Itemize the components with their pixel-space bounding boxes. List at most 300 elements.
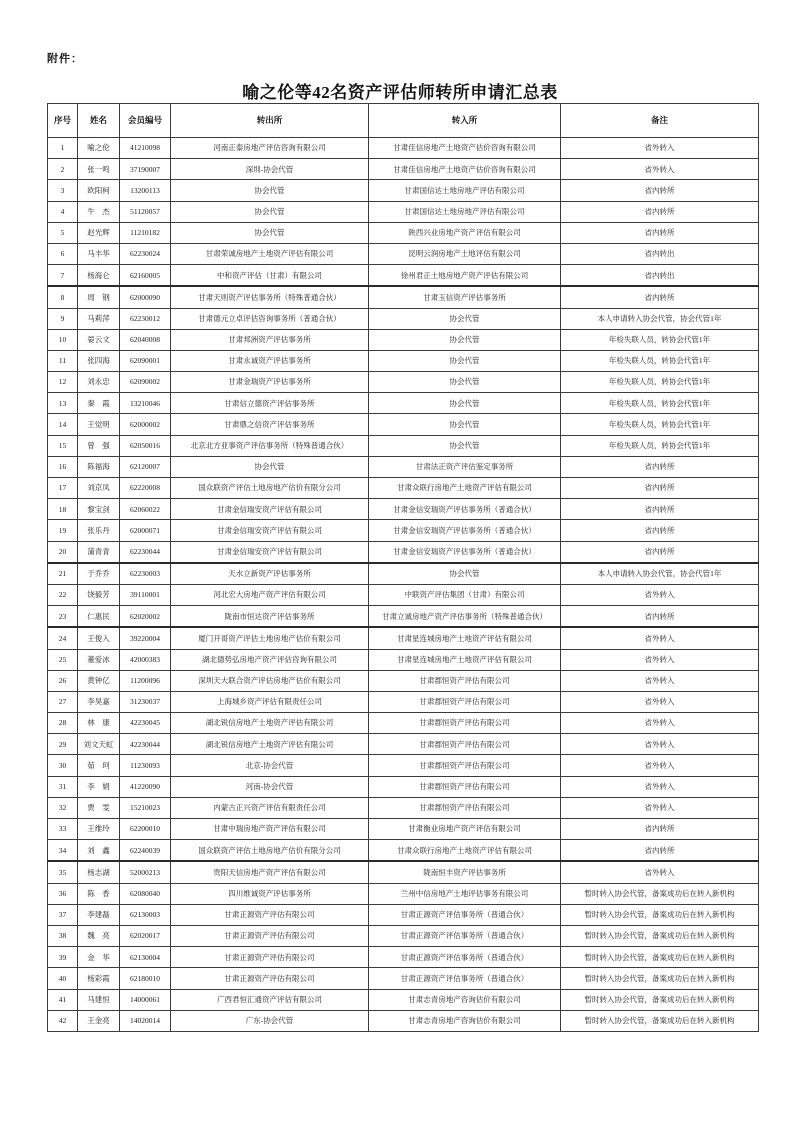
- header-name: 姓名: [78, 104, 120, 138]
- cell-member-number: 62020002: [120, 606, 171, 628]
- cell-serial-number: 5: [48, 222, 78, 243]
- cell-remarks: 省外转入: [561, 861, 759, 883]
- table-row: [48, 606, 759, 628]
- cell-remarks: 暂时转入协会代管，备案成功后在转入新机构: [561, 904, 759, 925]
- cell-member-number: 11230093: [120, 755, 171, 776]
- cell-transfer-out-office: 湖北锐信房地产土地资产评估有限公司: [171, 713, 369, 734]
- cell-remarks: 省外转入: [561, 755, 759, 776]
- cell-remarks: 省内转所: [561, 499, 759, 520]
- cell-serial-number: 27: [48, 691, 78, 712]
- cell-name: 刘永忠: [78, 372, 120, 393]
- cell-name: 马建恒: [78, 989, 120, 1010]
- cell-remarks: 省内转所: [561, 840, 759, 862]
- table-row: [48, 883, 759, 904]
- table-row: [48, 1010, 759, 1031]
- cell-remarks: 省内转所: [561, 456, 759, 477]
- cell-name: 张一鸣: [78, 159, 120, 180]
- table-row: [48, 286, 759, 308]
- table-row: [48, 520, 759, 541]
- table-row: [48, 372, 759, 393]
- cell-transfer-in-office: 甘肃佳信房地产土地资产估价咨询有限公司: [369, 159, 561, 180]
- cell-serial-number: 35: [48, 861, 78, 883]
- cell-name: 马丰华: [78, 243, 120, 264]
- cell-member-number: 62130004: [120, 947, 171, 968]
- table-row: [48, 925, 759, 946]
- cell-member-number: 62200010: [120, 819, 171, 840]
- table-row: [48, 329, 759, 350]
- cell-serial-number: 22: [48, 584, 78, 605]
- cell-remarks: 省外转入: [561, 649, 759, 670]
- cell-transfer-out-office: 协会代管: [171, 456, 369, 477]
- table-row: [48, 456, 759, 477]
- cell-transfer-out-office: 甘肃永诚资产评估事务所: [171, 350, 369, 371]
- cell-transfer-out-office: 陇南市恒达资产评估事务所: [171, 606, 369, 628]
- cell-serial-number: 6: [48, 243, 78, 264]
- cell-member-number: 62080040: [120, 883, 171, 904]
- cell-serial-number: 1: [48, 138, 78, 159]
- cell-transfer-out-office: 甘肃正源资产评估有限公司: [171, 904, 369, 925]
- cell-serial-number: 19: [48, 520, 78, 541]
- cell-name: 茹 珂: [78, 755, 120, 776]
- cell-serial-number: 15: [48, 435, 78, 456]
- cell-transfer-out-office: 甘肃鼎之信资产评估事务所: [171, 414, 369, 435]
- table-row: [48, 713, 759, 734]
- cell-transfer-in-office: 协会代管: [369, 414, 561, 435]
- cell-transfer-in-office: 甘肃郡恒资产评估有限公司: [369, 755, 561, 776]
- cell-member-number: 41210098: [120, 138, 171, 159]
- cell-transfer-in-office: 甘肃郡恒资产评估有限公司: [369, 713, 561, 734]
- header-serial-number: 序号: [48, 104, 78, 138]
- cell-member-number: 62090002: [120, 372, 171, 393]
- cell-transfer-out-office: 湖北锐信房地产土地资产评估有限公司: [171, 734, 369, 755]
- cell-remarks: 省内转所: [561, 180, 759, 201]
- cell-transfer-in-office: 协会代管: [369, 350, 561, 371]
- cell-name: 李 娟: [78, 776, 120, 797]
- table-row: [48, 797, 759, 818]
- cell-name: 杨彩霞: [78, 968, 120, 989]
- cell-member-number: 62180010: [120, 968, 171, 989]
- cell-transfer-in-office: 甘肃志青房地产咨询估价有限公司: [369, 1010, 561, 1031]
- cell-remarks: 省内转所: [561, 520, 759, 541]
- cell-name: 杨志湖: [78, 861, 120, 883]
- table-row: [48, 201, 759, 222]
- cell-member-number: 62240039: [120, 840, 171, 862]
- cell-serial-number: 2: [48, 159, 78, 180]
- cell-remarks: 省内转所: [561, 286, 759, 308]
- cell-member-number: 62000071: [120, 520, 171, 541]
- cell-member-number: 11210182: [120, 222, 171, 243]
- cell-serial-number: 37: [48, 904, 78, 925]
- cell-transfer-in-office: 协会代管: [369, 372, 561, 393]
- cell-member-number: 62040008: [120, 329, 171, 350]
- cell-transfer-in-office: 陕西兴业房地产资产评估有限公司: [369, 222, 561, 243]
- table-row: [48, 243, 759, 264]
- cell-transfer-out-office: 甘肃荣诚房地产土地资产评估有限公司: [171, 243, 369, 264]
- cell-transfer-out-office: 上海城乡资产评估有限责任公司: [171, 691, 369, 712]
- cell-transfer-in-office: 协会代管: [369, 563, 561, 585]
- header-transfer-out-office: 转出所: [171, 104, 369, 138]
- cell-remarks: 暂时转入协会代管，备案成功后在转入新机构: [561, 1010, 759, 1031]
- cell-serial-number: 31: [48, 776, 78, 797]
- cell-serial-number: 9: [48, 308, 78, 329]
- cell-name: 陈福海: [78, 456, 120, 477]
- cell-member-number: 11200096: [120, 670, 171, 691]
- cell-transfer-out-office: 国众联资产评估土地房地产估价有限分公司: [171, 478, 369, 499]
- cell-transfer-in-office: 协会代管: [369, 435, 561, 456]
- cell-member-number: 62120007: [120, 456, 171, 477]
- cell-serial-number: 29: [48, 734, 78, 755]
- cell-name: 喻之伦: [78, 138, 120, 159]
- table-row: [48, 755, 759, 776]
- cell-remarks: 省外转入: [561, 670, 759, 691]
- cell-name: 晏云文: [78, 329, 120, 350]
- cell-remarks: 暂时转入协会代管，备案成功后在转入新机构: [561, 925, 759, 946]
- cell-serial-number: 40: [48, 968, 78, 989]
- cell-remarks: 本人申请转入协会代管，协会代管1年: [561, 308, 759, 329]
- cell-transfer-in-office: 昆明云润房地产土地评估有限公司: [369, 243, 561, 264]
- cell-transfer-out-office: 内蒙古正兴资产评估有限责任公司: [171, 797, 369, 818]
- table-row: [48, 563, 759, 585]
- cell-name: 刘京凤: [78, 478, 120, 499]
- cell-transfer-out-office: 甘肃信立德资产评估事务所: [171, 393, 369, 414]
- cell-name: 赵光辉: [78, 222, 120, 243]
- cell-remarks: 省内转出: [561, 265, 759, 287]
- cell-transfer-in-office: 甘肃玉信资产评估事务所: [369, 286, 561, 308]
- cell-member-number: 62090001: [120, 350, 171, 371]
- cell-name: 李昊嘉: [78, 691, 120, 712]
- table-row: [48, 670, 759, 691]
- cell-transfer-in-office: 甘肃国信达土地房地产评估有限公司: [369, 201, 561, 222]
- cell-name: 张乐丹: [78, 520, 120, 541]
- cell-transfer-out-office: 深圳-协会代管: [171, 159, 369, 180]
- cell-name: 黄钟亿: [78, 670, 120, 691]
- cell-remarks: 暂时转入协会代管，备案成功后在转入新机构: [561, 883, 759, 904]
- cell-member-number: 62050016: [120, 435, 171, 456]
- cell-member-number: 31230037: [120, 691, 171, 712]
- cell-name: 欧阳柯: [78, 180, 120, 201]
- cell-transfer-in-office: 甘肃郡恒资产评估有限公司: [369, 776, 561, 797]
- table-row: [48, 947, 759, 968]
- table-row: [48, 350, 759, 371]
- cell-name: 王金亮: [78, 1010, 120, 1031]
- cell-transfer-in-office: 徐州君正土地房地产资产评估有限公司: [369, 265, 561, 287]
- cell-remarks: 年检失联人员，转协会代管1年: [561, 414, 759, 435]
- cell-transfer-in-office: 甘肃正源资产评估事务所（普通合伙）: [369, 904, 561, 925]
- header-remarks: 备注: [561, 104, 759, 138]
- cell-member-number: 14000061: [120, 989, 171, 1010]
- cell-transfer-out-office: 湖北德势弘房地产资产评估咨询有限公司: [171, 649, 369, 670]
- cell-transfer-out-office: 北京-协会代管: [171, 755, 369, 776]
- cell-serial-number: 23: [48, 606, 78, 628]
- cell-remarks: 年检失联人员，转协会代管1年: [561, 350, 759, 371]
- cell-serial-number: 20: [48, 541, 78, 563]
- cell-name: 张四海: [78, 350, 120, 371]
- cell-member-number: 62160005: [120, 265, 171, 287]
- cell-name: 王觉明: [78, 414, 120, 435]
- cell-transfer-out-office: 国众联资产评估土地房地产估价有限分公司: [171, 840, 369, 862]
- header-member-number: 会员编号: [120, 104, 171, 138]
- cell-transfer-out-office: 甘肃正源资产评估有限公司: [171, 968, 369, 989]
- table-row: [48, 968, 759, 989]
- cell-transfer-out-office: 甘肃正源资产评估有限公司: [171, 925, 369, 946]
- cell-member-number: 42230045: [120, 713, 171, 734]
- cell-transfer-out-office: 天水立新资产评估事务所: [171, 563, 369, 585]
- table-row: [48, 414, 759, 435]
- cell-serial-number: 33: [48, 819, 78, 840]
- cell-remarks: 年检失联人员，转协会代管1年: [561, 329, 759, 350]
- cell-serial-number: 7: [48, 265, 78, 287]
- cell-remarks: 省内转出: [561, 243, 759, 264]
- transfer-summary-table: [47, 103, 759, 1032]
- table-row: [48, 393, 759, 414]
- cell-serial-number: 18: [48, 499, 78, 520]
- cell-member-number: 14020014: [120, 1010, 171, 1031]
- cell-transfer-in-office: 协会代管: [369, 393, 561, 414]
- cell-serial-number: 13: [48, 393, 78, 414]
- cell-transfer-in-office: 甘肃金信安瑞资产评估事务所（普通合伙）: [369, 520, 561, 541]
- cell-serial-number: 42: [48, 1010, 78, 1031]
- cell-name: 陈 香: [78, 883, 120, 904]
- cell-name: 李建磊: [78, 904, 120, 925]
- table-row: [48, 499, 759, 520]
- cell-transfer-in-office: 协会代管: [369, 329, 561, 350]
- table-row: [48, 649, 759, 670]
- cell-serial-number: 12: [48, 372, 78, 393]
- table-row: [48, 265, 759, 287]
- cell-transfer-out-office: 河南正泰房地产评估咨询有限公司: [171, 138, 369, 159]
- table-row: [48, 478, 759, 499]
- cell-remarks: 年检失联人员，转协会代管1年: [561, 372, 759, 393]
- table-row: [48, 819, 759, 840]
- cell-name: 牛 杰: [78, 201, 120, 222]
- cell-member-number: 62060022: [120, 499, 171, 520]
- table-row: [48, 989, 759, 1010]
- cell-remarks: 年检失联人员，转协会代管1年: [561, 393, 759, 414]
- table-row: [48, 627, 759, 649]
- cell-member-number: 42000383: [120, 649, 171, 670]
- cell-remarks: 省内转所: [561, 478, 759, 499]
- cell-member-number: 42230044: [120, 734, 171, 755]
- cell-name: 王维玲: [78, 819, 120, 840]
- cell-transfer-out-office: 北京北方亚事资产评估事务所（特殊普通合伙）: [171, 435, 369, 456]
- cell-member-number: 15210023: [120, 797, 171, 818]
- cell-name: 杨海仑: [78, 265, 120, 287]
- cell-serial-number: 26: [48, 670, 78, 691]
- cell-name: 秦 霞: [78, 393, 120, 414]
- cell-name: 刘 鑫: [78, 840, 120, 862]
- cell-transfer-in-office: 甘肃志青房地产咨询估价有限公司: [369, 989, 561, 1010]
- cell-name: 魏 亮: [78, 925, 120, 946]
- cell-transfer-out-office: 甘肃正源资产评估有限公司: [171, 947, 369, 968]
- table-row: [48, 584, 759, 605]
- table-row: [48, 691, 759, 712]
- cell-serial-number: 32: [48, 797, 78, 818]
- cell-serial-number: 16: [48, 456, 78, 477]
- table-row: [48, 222, 759, 243]
- cell-transfer-in-office: 甘肃星连城房地产土地资产评估有限公司: [369, 627, 561, 649]
- cell-member-number: 62230012: [120, 308, 171, 329]
- cell-remarks: 省内转所: [561, 541, 759, 563]
- cell-transfer-out-office: 甘肃邦洲资产评估事务所: [171, 329, 369, 350]
- cell-transfer-in-office: 甘肃法正资产评估鉴定事务所: [369, 456, 561, 477]
- table-row: [48, 180, 759, 201]
- cell-member-number: 37190007: [120, 159, 171, 180]
- cell-member-number: 62230003: [120, 563, 171, 585]
- cell-serial-number: 34: [48, 840, 78, 862]
- cell-name: 林 康: [78, 713, 120, 734]
- cell-transfer-in-office: 甘肃立诚房地产资产评估事务所（特殊普通合伙）: [369, 606, 561, 628]
- header-transfer-in-office: 转入所: [369, 104, 561, 138]
- cell-member-number: 52000213: [120, 861, 171, 883]
- cell-remarks: 省外转入: [561, 627, 759, 649]
- cell-member-number: 39110001: [120, 584, 171, 605]
- cell-member-number: 13200113: [120, 180, 171, 201]
- cell-name: 周 钢: [78, 286, 120, 308]
- cell-transfer-in-office: 甘肃郡恒资产评估有限公司: [369, 797, 561, 818]
- cell-transfer-out-office: 河北宏大房地产资产评估有限公司: [171, 584, 369, 605]
- table-row: [48, 159, 759, 180]
- cell-member-number: 62000090: [120, 286, 171, 308]
- cell-serial-number: 28: [48, 713, 78, 734]
- cell-serial-number: 21: [48, 563, 78, 585]
- cell-name: 刘文天虹: [78, 734, 120, 755]
- cell-transfer-out-office: 广东-协会代管: [171, 1010, 369, 1031]
- cell-member-number: 62220008: [120, 478, 171, 499]
- cell-member-number: 41220090: [120, 776, 171, 797]
- cell-serial-number: 24: [48, 627, 78, 649]
- table-header-row: [48, 104, 759, 138]
- cell-transfer-out-office: 贵阳天信房地产资产评估有限公司: [171, 861, 369, 883]
- cell-remarks: 省外转入: [561, 797, 759, 818]
- cell-name: 王俊入: [78, 627, 120, 649]
- cell-transfer-in-office: 协会代管: [369, 308, 561, 329]
- cell-transfer-out-office: 协会代管: [171, 222, 369, 243]
- table-row: [48, 308, 759, 329]
- cell-transfer-out-office: 协会代管: [171, 201, 369, 222]
- cell-serial-number: 14: [48, 414, 78, 435]
- table-row: [48, 435, 759, 456]
- table-row: [48, 904, 759, 925]
- cell-transfer-out-office: 甘肃天则资产评估事务所（特殊普通合伙）: [171, 286, 369, 308]
- cell-transfer-out-office: 河南-协会代管: [171, 776, 369, 797]
- cell-serial-number: 39: [48, 947, 78, 968]
- cell-remarks: 省内转所: [561, 222, 759, 243]
- cell-remarks: 省内转所: [561, 819, 759, 840]
- cell-name: 曾 强: [78, 435, 120, 456]
- cell-transfer-out-office: 甘肃金信瑞安资产评估有限公司: [171, 541, 369, 563]
- cell-serial-number: 4: [48, 201, 78, 222]
- cell-transfer-out-office: 甘肃中瑞房地产资产评估有限公司: [171, 819, 369, 840]
- cell-transfer-out-office: 厦门开哥资产评估土地房地产估价有限公司: [171, 627, 369, 649]
- cell-transfer-out-office: 甘肃金信瑞安资产评估有限公司: [171, 520, 369, 541]
- cell-name: 饶毅芳: [78, 584, 120, 605]
- cell-name: 仁惠民: [78, 606, 120, 628]
- cell-member-number: 62020017: [120, 925, 171, 946]
- table-row: [48, 734, 759, 755]
- table-row: [48, 861, 759, 883]
- table-row: [48, 840, 759, 862]
- cell-transfer-in-office: 兰州中信房地产土地评估事务有限公司: [369, 883, 561, 904]
- cell-serial-number: 3: [48, 180, 78, 201]
- cell-transfer-out-office: 深圳天大联合资产评估房地产估价有限公司: [171, 670, 369, 691]
- cell-transfer-in-office: 甘肃正源资产评估事务所（普通合伙）: [369, 968, 561, 989]
- cell-serial-number: 38: [48, 925, 78, 946]
- cell-remarks: 本人申请转入协会代管，协会代管1年: [561, 563, 759, 585]
- cell-remarks: 省外转入: [561, 691, 759, 712]
- cell-remarks: 省外转入: [561, 584, 759, 605]
- cell-serial-number: 10: [48, 329, 78, 350]
- cell-remarks: 暂时转入协会代管，备案成功后在转入新机构: [561, 989, 759, 1010]
- cell-remarks: 暂时转入协会代管，备案成功后在转入新机构: [561, 947, 759, 968]
- cell-member-number: 13210046: [120, 393, 171, 414]
- cell-remarks: 省外转入: [561, 159, 759, 180]
- cell-transfer-out-office: 四川维诚资产评估事务所: [171, 883, 369, 904]
- cell-transfer-in-office: 甘肃郡恒资产评估有限公司: [369, 670, 561, 691]
- cell-name: 马莉萍: [78, 308, 120, 329]
- cell-transfer-out-office: 甘肃金瑞资产评估事务所: [171, 372, 369, 393]
- cell-transfer-in-office: 甘肃金信安瑞资产评估事务所（普通合伙）: [369, 499, 561, 520]
- cell-remarks: 年检失联人员，转协会代管1年: [561, 435, 759, 456]
- cell-name: 董爱冰: [78, 649, 120, 670]
- cell-serial-number: 36: [48, 883, 78, 904]
- cell-member-number: 62130003: [120, 904, 171, 925]
- cell-name: 贾 雯: [78, 797, 120, 818]
- cell-transfer-in-office: 甘肃衡业房地产资产评估有限公司: [369, 819, 561, 840]
- cell-transfer-in-office: 中联资产评估集团（甘肃）有限公司: [369, 584, 561, 605]
- cell-transfer-out-office: 甘肃德元立卓评估咨询事务所（普通合伙）: [171, 308, 369, 329]
- cell-transfer-out-office: 协会代管: [171, 180, 369, 201]
- cell-transfer-in-office: 甘肃星连城房地产土地资产评估有限公司: [369, 649, 561, 670]
- cell-name: 于乔乔: [78, 563, 120, 585]
- cell-transfer-in-office: 甘肃众联行房地产土地资产评估有限公司: [369, 478, 561, 499]
- table-body: [48, 138, 759, 1032]
- cell-remarks: 暂时转入协会代管，备案成功后在转入新机构: [561, 968, 759, 989]
- cell-transfer-in-office: 甘肃佳信房地产土地资产估价咨询有限公司: [369, 138, 561, 159]
- cell-serial-number: 17: [48, 478, 78, 499]
- table-row: [48, 138, 759, 159]
- cell-serial-number: 8: [48, 286, 78, 308]
- cell-transfer-out-office: 甘肃金信瑞安资产评估有限公司: [171, 499, 369, 520]
- cell-transfer-out-office: 中和资产评估（甘肃）有限公司: [171, 265, 369, 287]
- cell-transfer-out-office: 广西君恒汇通资产评估有限公司: [171, 989, 369, 1010]
- cell-remarks: 省外转入: [561, 713, 759, 734]
- cell-member-number: 62230044: [120, 541, 171, 563]
- attachment-label: 附件：: [47, 53, 83, 65]
- cell-serial-number: 11: [48, 350, 78, 371]
- cell-transfer-in-office: 甘肃金信安瑞资产评估事务所（普通合伙）: [369, 541, 561, 563]
- cell-transfer-in-office: 甘肃众联行房地产土地资产评估有限公司: [369, 840, 561, 862]
- page-title: 喻之伦等42名资产评估师转所申请汇总表: [242, 83, 558, 102]
- cell-name: 金 华: [78, 947, 120, 968]
- cell-transfer-in-office: 甘肃郡恒资产评估有限公司: [369, 691, 561, 712]
- cell-remarks: 省外转入: [561, 776, 759, 797]
- cell-member-number: 51120057: [120, 201, 171, 222]
- cell-name: 蒲青青: [78, 541, 120, 563]
- cell-remarks: 省外转入: [561, 734, 759, 755]
- table-row: [48, 541, 759, 563]
- cell-member-number: 62230024: [120, 243, 171, 264]
- cell-name: 黎宝剑: [78, 499, 120, 520]
- cell-remarks: 省内转所: [561, 606, 759, 628]
- cell-member-number: 62000002: [120, 414, 171, 435]
- cell-transfer-in-office: 甘肃正源资产评估事务所（普通合伙）: [369, 925, 561, 946]
- cell-transfer-in-office: 陇南恒丰资产评估事务所: [369, 861, 561, 883]
- cell-member-number: 39220004: [120, 627, 171, 649]
- cell-remarks: 省外转入: [561, 138, 759, 159]
- cell-transfer-in-office: 甘肃郡恒资产评估有限公司: [369, 734, 561, 755]
- cell-transfer-in-office: 甘肃国信达土地房地产评估有限公司: [369, 180, 561, 201]
- cell-serial-number: 30: [48, 755, 78, 776]
